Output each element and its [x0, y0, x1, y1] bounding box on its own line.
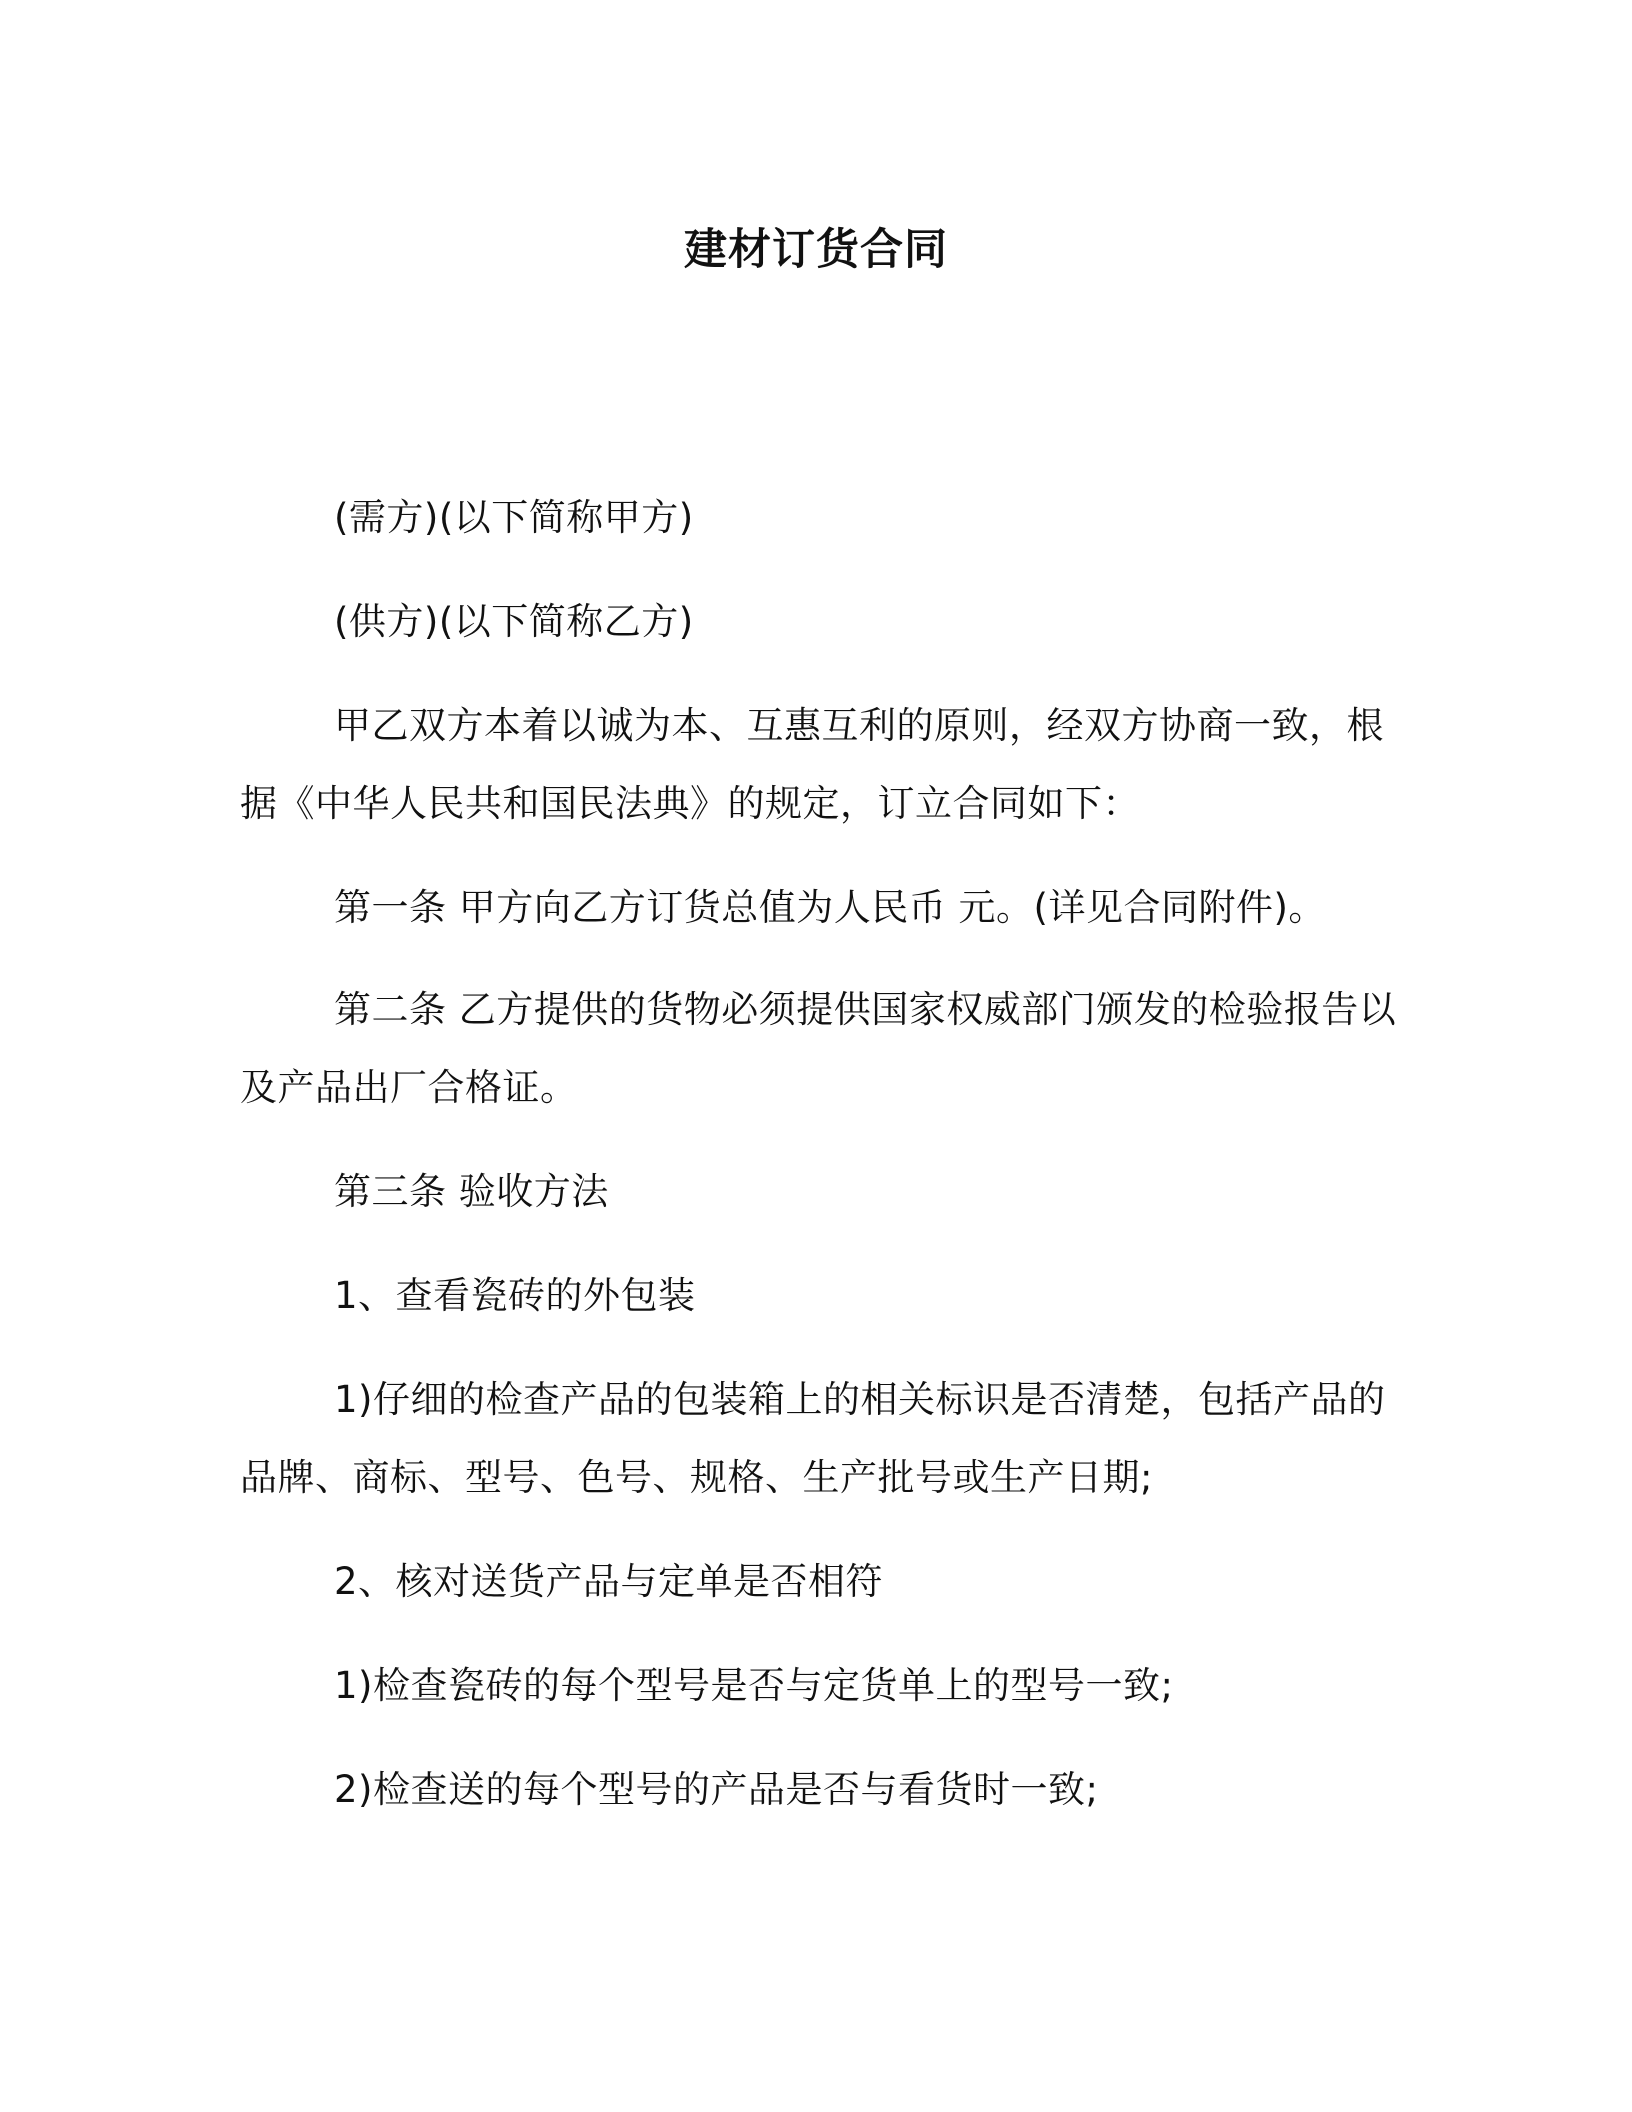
article-2-line-1: 第二条 乙方提供的货物必须提供国家权威部门颁发的检验报告以 [334, 988, 1397, 1031]
item-2-sub-2: 2)检查送的每个型号的产品是否与看货时一致; [334, 1768, 1099, 1811]
paragraph-demand-party: (需方)(以下简称甲方) [334, 496, 694, 539]
article-1: 第一条 甲方向乙方订货总值为人民币 元。(详见合同附件)。 [334, 886, 1326, 929]
paragraph-supply-party: (供方)(以下简称乙方) [334, 600, 694, 643]
article-3-heading: 第三条 验收方法 [334, 1170, 609, 1213]
item-1-sub-1-line-2: 品牌、商标、型号、色号、规格、生产批号或生产日期; [240, 1456, 1153, 1499]
item-1-heading: 1、查看瓷砖的外包装 [334, 1274, 696, 1317]
document-title: 建材订货合同 [684, 225, 948, 275]
paragraph-preamble-line-2: 据《中华人民共和国民法典》的规定，订立合同如下： [240, 782, 1140, 825]
item-2-sub-1: 1)检查瓷砖的每个型号是否与定货单上的型号一致; [334, 1664, 1174, 1707]
paragraph-preamble-line-1: 甲乙双方本着以诚为本、互惠互利的原则，经双方协商一致，根 [334, 704, 1384, 747]
item-1-sub-1-line-1: 1)仔细的检查产品的包装箱上的相关标识是否清楚，包括产品的 [334, 1378, 1386, 1421]
article-2-line-2: 及产品出厂合格证。 [240, 1066, 578, 1109]
item-2-heading: 2、核对送货产品与定单是否相符 [334, 1560, 884, 1603]
